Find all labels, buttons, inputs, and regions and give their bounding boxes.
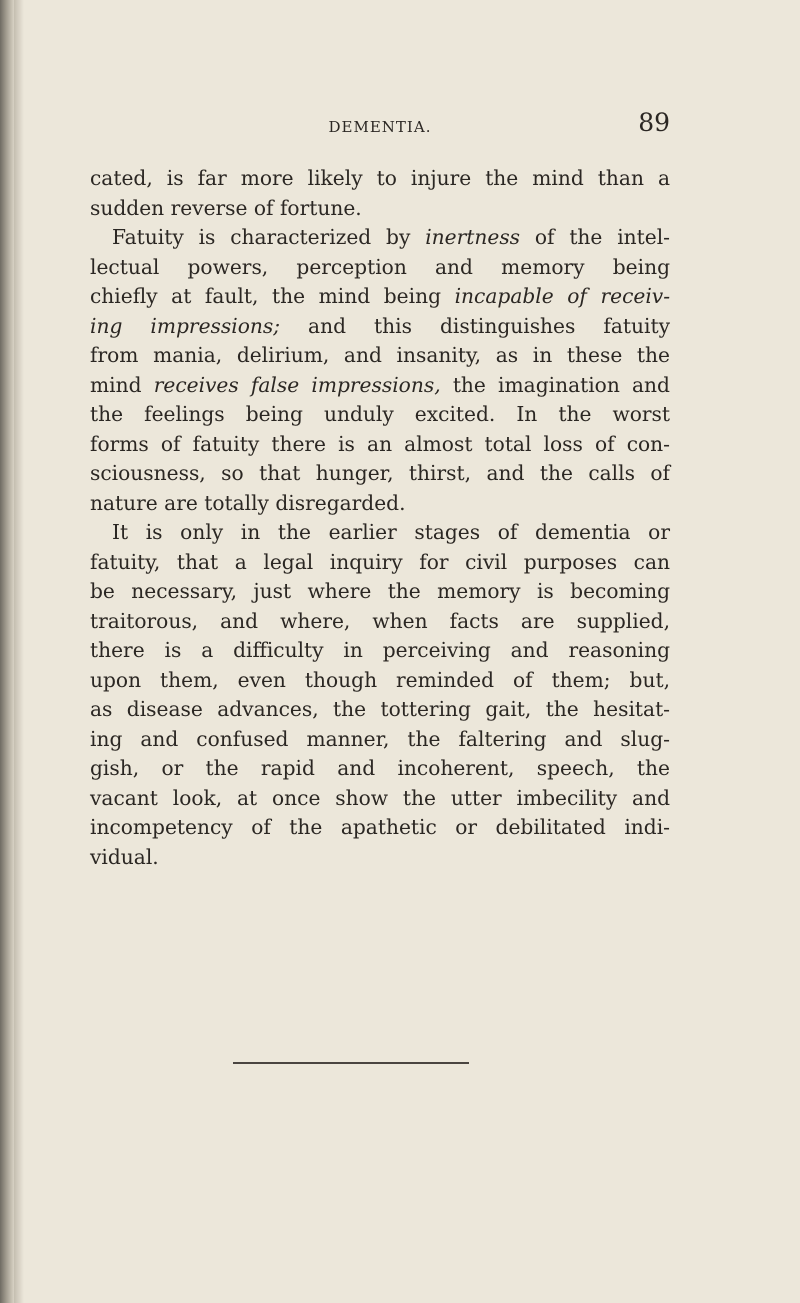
- text-line: as disease advances, the tottering gait, the hesitat-: [90, 697, 670, 721]
- italic-term: inertness: [425, 225, 521, 249]
- text-line: upon them, even though reminded of them; but,: [90, 667, 670, 692]
- text-line: ing and confused manner, the faltering and slug-: [90, 726, 670, 751]
- line-segment: and this distinguishes fatuity: [280, 313, 670, 338]
- text-line: sudden reverse of fortune.: [90, 195, 362, 220]
- line-segment: of the intel-: [520, 225, 670, 249]
- text-line-with-italic: [90, 223, 670, 253]
- text-line: be necessary, just where the memory is becoming: [90, 579, 670, 603]
- book-spine-edge: [0, 0, 14, 1303]
- text-line: gish, or the rapid and incoherent, speech, the: [90, 756, 670, 780]
- italic-term: receives false impressions,: [153, 372, 441, 397]
- running-head-title: DEMENTIA.: [328, 118, 432, 136]
- italic-term: incapable of receiv-: [454, 284, 671, 308]
- body-text: [90, 164, 670, 872]
- text-line: vidual.: [90, 844, 159, 869]
- section-rule: [233, 1062, 469, 1064]
- page-number: 89: [638, 108, 670, 137]
- text-line-with-italic: [90, 282, 670, 312]
- text-line: traitorous, and where, when facts are supplied,: [90, 608, 670, 633]
- text-line: incompetency of the apathetic or debilitated indi-: [90, 815, 670, 839]
- text-line: It is only in the earlier stages of dementia or: [112, 520, 670, 544]
- text-line: forms of fatuity there is an almost total loss of con-: [90, 431, 670, 456]
- text-line: sciousness, so that hunger, thirst, and the calls of: [90, 461, 670, 485]
- text-line-with-italic: [90, 371, 670, 401]
- text-line: there is a difficulty in perceiving and reasoning: [90, 638, 670, 662]
- text-line-with-italic: [90, 312, 670, 342]
- running-head: [90, 108, 670, 144]
- text-line: from mania, delirium, and insanity, as in these the: [90, 343, 670, 367]
- line-segment: Fatuity is characterized by: [112, 225, 426, 249]
- line-segment: the imagination and: [440, 372, 670, 397]
- line-segment: mind: [90, 372, 154, 397]
- italic-term: ing impressions;: [90, 313, 281, 338]
- text-line: the feelings being unduly excited. In the worst: [90, 402, 670, 426]
- book-page: [90, 108, 670, 872]
- text-line: nature are totally disregarded.: [90, 490, 406, 515]
- text-line: vacant look, at once show the utter imbecility and: [90, 785, 670, 810]
- text-line: fatuity, that a legal inquiry for civil purposes can: [90, 549, 670, 574]
- text-line: lectual powers, perception and memory being: [90, 254, 670, 279]
- text-line: cated, is far more likely to injure the mind than a: [90, 166, 670, 190]
- gutter-shadow: [14, 0, 24, 1303]
- line-segment: chiefly at fault, the mind being: [90, 284, 455, 308]
